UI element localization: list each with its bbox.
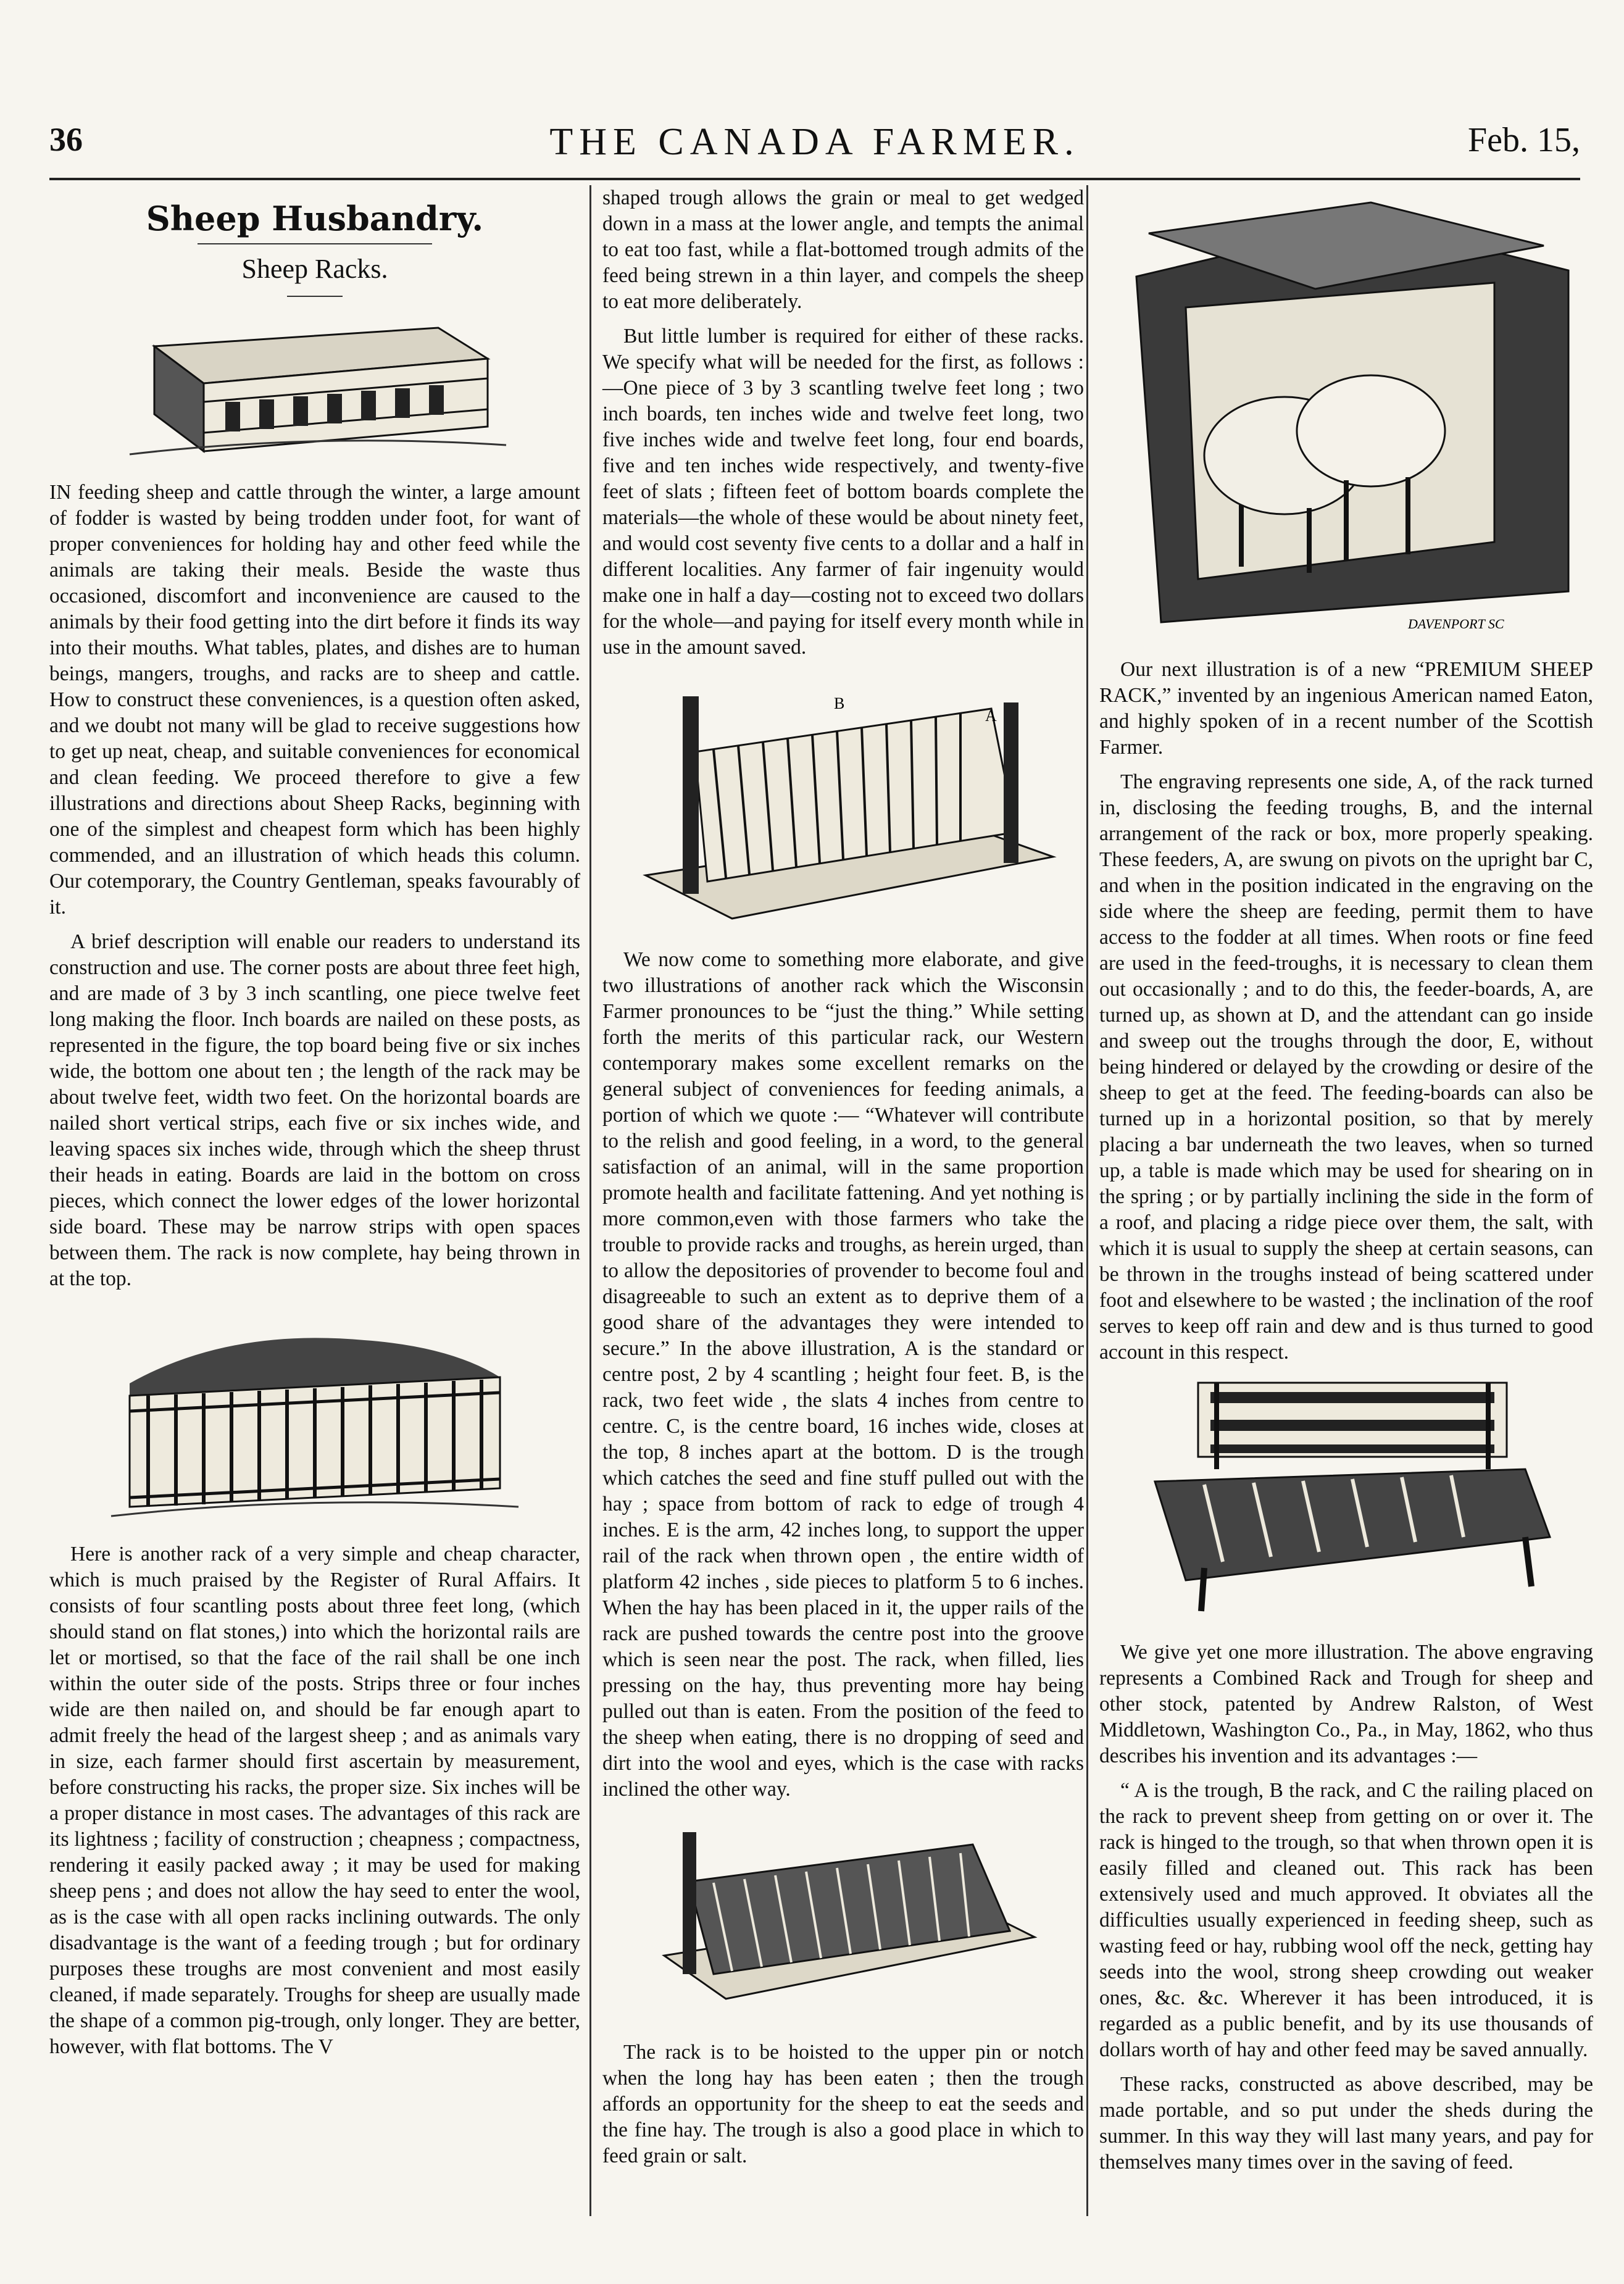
issue-date: Feb. 15, <box>1468 121 1580 159</box>
article-title: Sheep Racks. <box>241 254 388 284</box>
col1-paragraph-1: IN feeding sheep and cattle through the winter, a large amount of fodder is wasted by being trodden under foot, for want of proper conveniences for holding hay and other feed while the animals are taking their meals. Beside the waste thus occasioned, discomfort and inconvenience are caused to the animals by their food getting into the dirt before it finds its way into their mouths. What tables, plates, and dishes are to human beings, mangers, troughs, and racks are to sheep and cattle. How to construct these conveniences, is a question often asked, and we doubt not many will be glad to receive suggestions how to get up neat, cheap, and suitable conveniences for economical and clean feeding. We proceed therefore to give a few illustrations and directions about Sheep Racks, beginning with one of the simplest and cheapest form which has been highly commended, and an illustration of which heads this column. Our cotemporary, the Country Gentleman, speaks favourably of it. <box>49 481 580 919</box>
header-rule <box>49 178 1580 180</box>
col3-paragraph-4: “ A is the trough, B the rack, and C the railing placed on the rack to prevent sheep from getting on or over it. The rack is hinged to the trough, so that when thrown open it is easily filled and cleaned out. This rack has been extensively used and much approved. It obviates all the difficulties usually experienced in feeding sheep, such as wasting feed or hay, rubbing wool off the neck, getting hay seeds into the wool, strong sheep crowding out weaker ones, &c. &c. Wherever it has been introduced, it is regarded as a public benefit, and by its use thousands of dollars worth of hay and other feed may be saved annually. <box>1099 1779 1593 2061</box>
page-number: 36 <box>49 121 83 158</box>
masthead-title: THE CANADA FARMER. <box>549 121 1080 163</box>
engraver-credit: DAVENPORT SC <box>1408 616 1504 631</box>
column-2 <box>589 185 1084 2216</box>
col3-paragraph-1: Our next illustration is of a new “PREMIUM SHEEP RACK,” invented by an ingenious American named Eaton, and highly spoken of in a recent number of the Scottish Farmer. <box>1099 658 1593 759</box>
column-3 <box>1086 185 1593 2216</box>
combined-rack-trough-illustration <box>1130 1377 1562 1623</box>
simple-rack-illustration <box>117 309 512 464</box>
column-1 <box>49 185 580 2069</box>
wisconsin-rack-illustration <box>621 672 1065 931</box>
page-header <box>49 120 1580 170</box>
wisconsin-rack-open-illustration <box>627 1814 1059 2024</box>
col3-paragraph-2: The engraving represents one side, A, of the rack turned in, disclosing the feeding troughs, B, and the internal arrangement of the rack or box, more properly speaking. These feeders, A, are swung on pivots on the upright bar C, and when in the position indicated in the engraving on the side where the sheep are feeding, permit them to have access to the fodder at all times. When roots or fine feed are used in the feed-troughs, it is necessary to clean them out occasionally ; and to do this, the feeder-boards, A, are turned up, as shown at D, and the attendant can go inside and sweep out the troughs through the door, E, without being hindered or delayed by the crowding or desire of the sheep to get at the feed. The feeding-boards can also be turned up in a horizontal position, so that by merely placing a bar underneath the two leaves, when so turned up, a table is made which may be used for shearing on in the spring ; or by partially inclining the side in the form of a roof, and placing a ridge piece over them, the salt, with which it is usual to supply the sheep at certain seasons, can be thrown in the troughs instead of being scattered under foot and elsewhere to be wasted ; the inclination of the roof serves to keep off rain and dew and is thus turned to good account in this respect. <box>1099 770 1593 1364</box>
col2-paragraph-1: shaped trough allows the grain or meal to get wedged down in a mass at the lower angle, and tempts the animal to eat too fast, while a flat-bottomed trough admits of the feed being strewn in a thin layer, and compels the sheep to eat more deliberately. <box>602 186 1084 313</box>
premium-sheep-rack-illustration <box>1112 196 1581 641</box>
col2-paragraph-3: We now come to something more elaborate, and give two illustrations of another rack which the Wisconsin Farmer pronounces to be “just the thing.” While setting forth the merits of this particular rack, our Western contemporary makes some excellent remarks on the general subject of conveniences for feeding animals, a portion of which we quote :— “Whatever will contribute to the relish and good feeling, in a word, to the general satisfaction of an animal, will in the same proportion promote health and facilitate fattening. And yet nothing is more common,even with those farmers who take the trouble to provide racks and troughs, as herein urged, than to allow the depositories of provender to become foul and disagreeable to such an extent as to deprive them of a good share of the advantages they were intended to secure.” In the above illustration, A is the standard or centre post, 2 by 4 scantling ; height four feet. B, is the rack, two feet wide , the slats 4 inches from centre to centre. C, is the centre board, 16 inches wide, closes at the top, 8 inches apart at the bottom. D is the trough which catches the seed and fine stuff pulled out with the hay ; space from bottom of rack to edge of trough 4 inches. E is the arm, 42 inches long, to support the upper rail of the rack when thrown open , the entire width of platform 42 inches , side pieces to platform 5 to 6 inches. When the hay has been placed in it, the upper rails of the rack are pushed towards the centre post into the groove which is seen near the post. The rack, when filled, lies pressing on the hay, thus preventing more hay being pulled out than is eaten. From the position of the feed to the sheep when eating, there is no dropping of seed and dirt into the wool and eyes, which is the case with racks inclined the other way. <box>602 948 1084 1801</box>
title-rule <box>287 296 343 297</box>
col2-paragraph-4: The rack is to be hoisted to the upper pin or notch when the long hay has been eaten ; then the trough affords an opportunity for the sheep to eat the seeds and the fine hay. The trough is also a good place in which to feed grain or salt. <box>602 2041 1084 2167</box>
col1-paragraph-3: Here is another rack of a very simple and cheap character, which is much praised by the Register of Rural Affairs. It consists of four scantling posts about three feet long, (which should stand on flat stones,) into which the horizontal rails are let or mortised, so that the face of the rail shall be one inch within the outer side of the posts. Strips three or four inches wide are then nailed on, and should be far enough apart to admit freely the head of the largest sheep ; and as animals vary in size, each farmer should first ascertain by measurement, before constructing his racks, the proper size. Six inches will be a proper distance in most cases. The advantages of this rack are its lightness ; facility of construction ; cheapness ; compactness, rendering it easily packed away ; it may be used for making sheep pens ; and does not allow the hay seed to enter the wool, as is the case with all open racks inclining outwards. The only disadvantage is the want of a feeding trough ; but for ordinary purposes these troughs are most convenient and most easily cleaned, if made separately. Troughs for sheep are usually made the shape of a common pig-trough, only longer. They are better, however, with flat bottoms. The V <box>49 1543 580 2058</box>
register-rack-illustration <box>105 1303 525 1525</box>
section-rule <box>198 243 432 244</box>
section-title: Sheep Husbandry. <box>146 199 484 238</box>
col2-paragraph-2: But little lumber is required for either of these racks. We specify what will be needed for the first, as follows :—One piece of 3 by 3 scantling twelve feet long ; two inch boards, ten inches wide and twelve feet long, two five inches wide and twelve feet long, four end boards, five and ten inches wide respectively, and twenty-five feet of slats ; fifteen feet of bottom boards complete the materials—the whole of these would be about ninety feet, and would cost seventy five cents to a dollar and a half in different localities. Any farmer of fair ingenuity would make one in half a day—costing not to exceed two dollars for the whole—and paying for itself every month while in use in the amount saved. <box>602 325 1084 659</box>
figure-label-b: B <box>834 694 845 712</box>
col1-paragraph-2: A brief description will enable our readers to understand its construction and use. The corner posts are about three feet high, and are made of 3 by 3 inch scantling, one piece twelve feet long making the floor. Inch boards are nailed on these posts, as represented in the figure, the top board being five or six inches wide, the bottom one about ten ; the length of the rack may be about twelve feet, width two feet. On the horizontal boards are nailed short vertical strips, each five or six inches wide, and leaving spaces six inches wide, through which the sheep thrust their heads in eating. Boards are laid in the bottom on cross pieces, which connect the lower edges of the lower horizontal side board. These may be narrow strips with open spaces between them. The rack is now complete, hay being thrown in at the top. <box>49 930 580 1290</box>
figure-label-a: A <box>985 707 997 725</box>
col3-paragraph-3: We give yet one more illustration. The above engraving represents a Combined Rack and Trough for sheep and other stock, patented by Andrew Ralston, of West Middletown, Washington Co., Pa., in May, 1862, who thus describes his invention and its advantages :— <box>1099 1641 1593 1767</box>
col3-paragraph-5: These racks, constructed as above described, may be made portable, and so put under the sheds during the summer. In this way they will last many years, and pay for themselves many times over in the saving of feed. <box>1099 2073 1593 2174</box>
